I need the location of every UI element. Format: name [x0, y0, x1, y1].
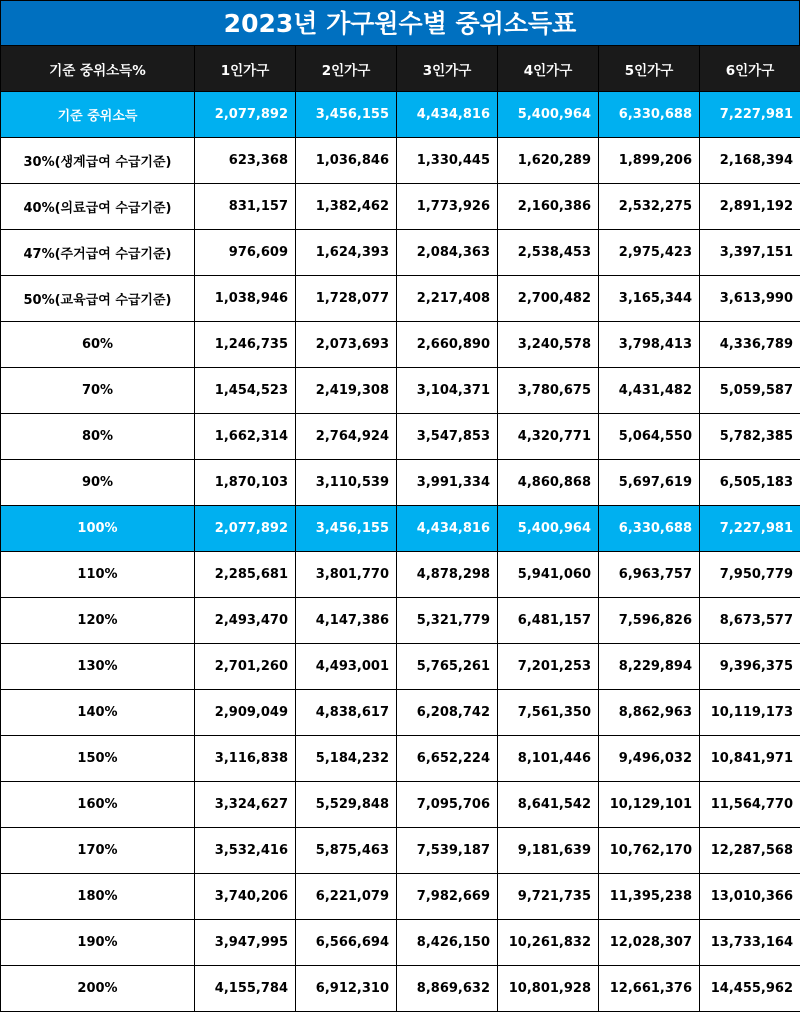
income-value-cell: 2,077,892: [195, 506, 296, 552]
table-title: 2023년 가구원수별 중위소득표: [0, 0, 800, 45]
income-value-cell: 2,168,394: [700, 138, 800, 184]
income-value-cell: 5,765,261: [397, 644, 498, 690]
row-label: 100%: [1, 506, 195, 552]
income-value-cell: 3,110,539: [296, 460, 397, 506]
income-value-cell: 11,564,770: [700, 782, 800, 828]
header-cell-1-person: 1인가구: [195, 46, 296, 92]
income-value-cell: 3,801,770: [296, 552, 397, 598]
income-value-cell: 3,397,151: [700, 230, 800, 276]
income-value-cell: 3,456,155: [296, 506, 397, 552]
table-row: [1, 414, 800, 460]
row-label: 30%(생계급여 수급기준): [1, 138, 195, 184]
income-value-cell: 6,481,157: [498, 598, 599, 644]
income-value-cell: 3,991,334: [397, 460, 498, 506]
table-row: [1, 230, 800, 276]
income-value-cell: 2,660,890: [397, 322, 498, 368]
header-cell-ratio: 기준 중위소득%: [1, 46, 195, 92]
income-value-cell: 1,870,103: [195, 460, 296, 506]
income-value-cell: 4,838,617: [296, 690, 397, 736]
income-value-cell: 2,764,924: [296, 414, 397, 460]
row-label: 160%: [1, 782, 195, 828]
row-label: 80%: [1, 414, 195, 460]
income-value-cell: 10,841,971: [700, 736, 800, 782]
income-value-cell: 10,762,170: [599, 828, 700, 874]
table-row: [1, 782, 800, 828]
row-label: 50%(교육급여 수급기준): [1, 276, 195, 322]
income-value-cell: 1,038,946: [195, 276, 296, 322]
income-value-cell: 3,240,578: [498, 322, 599, 368]
income-value-cell: 7,982,669: [397, 874, 498, 920]
income-value-cell: 11,395,238: [599, 874, 700, 920]
header-cell-4-person: 4인가구: [498, 46, 599, 92]
income-value-cell: 6,221,079: [296, 874, 397, 920]
table-row: [1, 966, 800, 1012]
income-value-cell: 4,336,789: [700, 322, 800, 368]
income-value-cell: 9,721,735: [498, 874, 599, 920]
income-value-cell: 2,419,308: [296, 368, 397, 414]
row-label: 180%: [1, 874, 195, 920]
income-value-cell: 1,773,926: [397, 184, 498, 230]
income-value-cell: 2,217,408: [397, 276, 498, 322]
row-label: 130%: [1, 644, 195, 690]
table-row: [1, 736, 800, 782]
income-value-cell: 7,201,253: [498, 644, 599, 690]
income-value-cell: 4,431,482: [599, 368, 700, 414]
income-value-cell: 3,947,995: [195, 920, 296, 966]
income-value-cell: 3,547,853: [397, 414, 498, 460]
income-value-cell: 1,330,445: [397, 138, 498, 184]
table-row: [1, 598, 800, 644]
income-value-cell: 9,396,375: [700, 644, 800, 690]
income-value-cell: 7,561,350: [498, 690, 599, 736]
income-value-cell: 5,321,779: [397, 598, 498, 644]
row-label: 170%: [1, 828, 195, 874]
income-value-cell: 12,661,376: [599, 966, 700, 1012]
row-label: 47%(주거급여 수급기준): [1, 230, 195, 276]
income-value-cell: 4,320,771: [498, 414, 599, 460]
income-value-cell: 5,782,385: [700, 414, 800, 460]
income-value-cell: 7,227,981: [700, 506, 800, 552]
income-value-cell: 2,160,386: [498, 184, 599, 230]
income-value-cell: 10,261,832: [498, 920, 599, 966]
table-row-highlighted: [1, 506, 800, 552]
table-row: [1, 138, 800, 184]
table-row: [1, 184, 800, 230]
income-value-cell: 1,624,393: [296, 230, 397, 276]
income-value-cell: 2,073,693: [296, 322, 397, 368]
row-label: 40%(의료급여 수급기준): [1, 184, 195, 230]
income-value-cell: 1,662,314: [195, 414, 296, 460]
income-value-cell: 4,878,298: [397, 552, 498, 598]
row-label: 190%: [1, 920, 195, 966]
income-value-cell: 4,434,816: [397, 506, 498, 552]
income-value-cell: 1,246,735: [195, 322, 296, 368]
row-label: 90%: [1, 460, 195, 506]
income-value-cell: 5,529,848: [296, 782, 397, 828]
income-value-cell: 3,165,344: [599, 276, 700, 322]
income-value-cell: 3,456,155: [296, 92, 397, 138]
table-row: [1, 552, 800, 598]
income-value-cell: 2,493,470: [195, 598, 296, 644]
table-row: [1, 460, 800, 506]
income-value-cell: 13,733,164: [700, 920, 800, 966]
median-income-table: [0, 45, 800, 1012]
income-value-cell: 8,101,446: [498, 736, 599, 782]
income-value-cell: 7,539,187: [397, 828, 498, 874]
income-value-cell: 2,532,275: [599, 184, 700, 230]
income-value-cell: 7,227,981: [700, 92, 800, 138]
income-value-cell: 623,368: [195, 138, 296, 184]
income-value-cell: 4,493,001: [296, 644, 397, 690]
income-value-cell: 5,941,060: [498, 552, 599, 598]
table-row: [1, 368, 800, 414]
income-value-cell: 2,084,363: [397, 230, 498, 276]
table-row: [1, 920, 800, 966]
income-value-cell: 8,673,577: [700, 598, 800, 644]
header-cell-3-person: 3인가구: [397, 46, 498, 92]
row-label: 200%: [1, 966, 195, 1012]
income-value-cell: 7,095,706: [397, 782, 498, 828]
table-row: [1, 644, 800, 690]
income-value-cell: 2,909,049: [195, 690, 296, 736]
table-row: [1, 828, 800, 874]
income-value-cell: 2,077,892: [195, 92, 296, 138]
row-label: 150%: [1, 736, 195, 782]
table-row: [1, 690, 800, 736]
income-value-cell: 1,620,289: [498, 138, 599, 184]
table-row: [1, 322, 800, 368]
income-value-cell: 3,780,675: [498, 368, 599, 414]
income-value-cell: 6,208,742: [397, 690, 498, 736]
income-value-cell: 6,963,757: [599, 552, 700, 598]
income-value-cell: 831,157: [195, 184, 296, 230]
income-value-cell: 9,181,639: [498, 828, 599, 874]
row-label: 60%: [1, 322, 195, 368]
income-value-cell: 8,229,894: [599, 644, 700, 690]
table-row: [1, 276, 800, 322]
income-value-cell: 2,285,681: [195, 552, 296, 598]
income-value-cell: 1,382,462: [296, 184, 397, 230]
income-value-cell: 3,116,838: [195, 736, 296, 782]
income-value-cell: 8,862,963: [599, 690, 700, 736]
row-label: 110%: [1, 552, 195, 598]
table-row-highlighted: [1, 92, 800, 138]
income-value-cell: 6,652,224: [397, 736, 498, 782]
income-value-cell: 9,496,032: [599, 736, 700, 782]
income-value-cell: 2,700,482: [498, 276, 599, 322]
income-value-cell: 1,728,077: [296, 276, 397, 322]
income-value-cell: 10,801,928: [498, 966, 599, 1012]
income-value-cell: 3,324,627: [195, 782, 296, 828]
income-value-cell: 6,505,183: [700, 460, 800, 506]
row-label: 140%: [1, 690, 195, 736]
income-value-cell: 4,147,386: [296, 598, 397, 644]
header-cell-5-person: 5인가구: [599, 46, 700, 92]
header-row: [1, 46, 800, 92]
income-value-cell: 5,064,550: [599, 414, 700, 460]
income-value-cell: 7,596,826: [599, 598, 700, 644]
row-label: 120%: [1, 598, 195, 644]
income-value-cell: 1,899,206: [599, 138, 700, 184]
row-label: 기준 중위소득: [1, 92, 195, 138]
income-value-cell: 2,538,453: [498, 230, 599, 276]
income-value-cell: 3,104,371: [397, 368, 498, 414]
income-value-cell: 5,400,964: [498, 506, 599, 552]
income-value-cell: 13,010,366: [700, 874, 800, 920]
income-value-cell: 10,119,173: [700, 690, 800, 736]
income-value-cell: 6,330,688: [599, 92, 700, 138]
income-value-cell: 1,036,846: [296, 138, 397, 184]
income-value-cell: 4,860,868: [498, 460, 599, 506]
income-value-cell: 6,330,688: [599, 506, 700, 552]
income-value-cell: 3,613,990: [700, 276, 800, 322]
income-value-cell: 3,798,413: [599, 322, 700, 368]
income-value-cell: 2,891,192: [700, 184, 800, 230]
header-cell-2-person: 2인가구: [296, 46, 397, 92]
income-value-cell: 5,875,463: [296, 828, 397, 874]
income-value-cell: 3,740,206: [195, 874, 296, 920]
income-value-cell: 4,155,784: [195, 966, 296, 1012]
income-value-cell: 7,950,779: [700, 552, 800, 598]
income-value-cell: 976,609: [195, 230, 296, 276]
income-value-cell: 6,566,694: [296, 920, 397, 966]
table-row: [1, 874, 800, 920]
income-value-cell: 2,975,423: [599, 230, 700, 276]
income-value-cell: 2,701,260: [195, 644, 296, 690]
income-value-cell: 5,400,964: [498, 92, 599, 138]
income-value-cell: 10,129,101: [599, 782, 700, 828]
income-value-cell: 1,454,523: [195, 368, 296, 414]
income-value-cell: 12,028,307: [599, 920, 700, 966]
income-value-cell: 5,184,232: [296, 736, 397, 782]
table-body: [1, 92, 800, 1012]
income-value-cell: 5,059,587: [700, 368, 800, 414]
header-cell-6-person: 6인가구: [700, 46, 800, 92]
income-value-cell: 3,532,416: [195, 828, 296, 874]
income-value-cell: 8,641,542: [498, 782, 599, 828]
income-value-cell: 14,455,962: [700, 966, 800, 1012]
income-value-cell: 12,287,568: [700, 828, 800, 874]
income-value-cell: 5,697,619: [599, 460, 700, 506]
income-value-cell: 8,869,632: [397, 966, 498, 1012]
income-value-cell: 8,426,150: [397, 920, 498, 966]
income-value-cell: 4,434,816: [397, 92, 498, 138]
income-value-cell: 6,912,310: [296, 966, 397, 1012]
row-label: 70%: [1, 368, 195, 414]
